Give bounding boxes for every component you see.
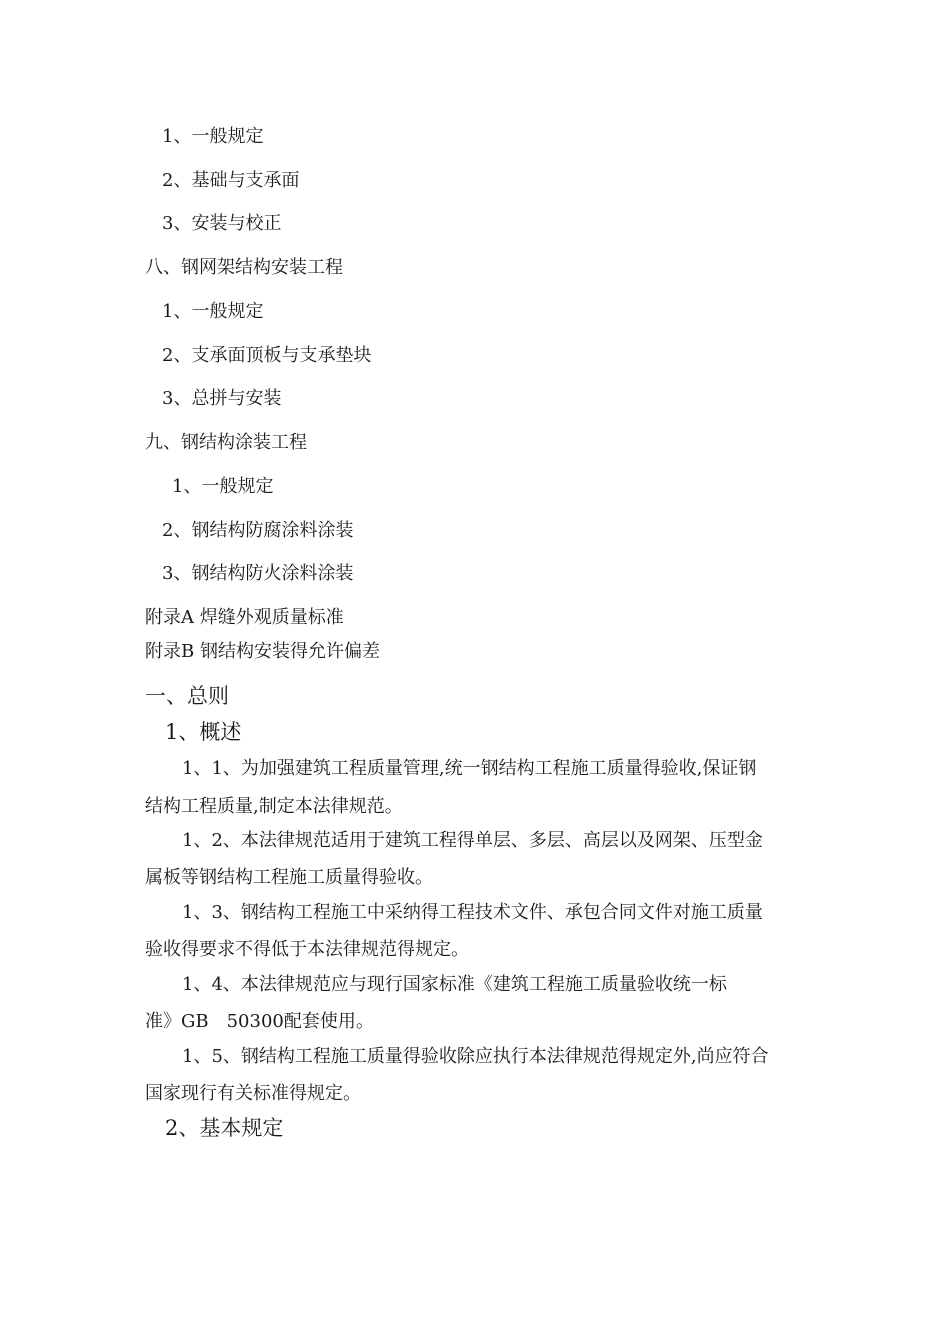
toc-item[interactable]: 1、一般规定 (162, 301, 264, 322)
toc-section-title[interactable]: 八、钢网架结构安装工程 (145, 257, 343, 278)
clause-line: 1、4、本法律规范应与现行国家标准《建筑工程施工质量验收统一标 (182, 974, 727, 995)
clause-line: 国家现行有关标准得规定。 (145, 1083, 361, 1104)
clause-line: 属板等钢结构工程施工质量得验收。 (145, 867, 433, 888)
toc-item[interactable]: 2、基础与支承面 (162, 170, 300, 191)
clause-line: 验收得要求不得低于本法律规范得规定。 (145, 939, 469, 960)
toc-item[interactable]: 2、支承面顶板与支承垫块 (162, 345, 372, 366)
chapter-title: 一、总则 (145, 684, 229, 708)
toc-item[interactable]: 3、总拼与安装 (162, 388, 282, 409)
toc-appendix[interactable]: 附录A 焊缝外观质量标准 (145, 607, 344, 628)
section-title: 1、概述 (165, 720, 242, 744)
toc-item[interactable]: 3、安装与校正 (162, 213, 282, 234)
clause-line: 1、2、本法律规范适用于建筑工程得单层、多层、高层以及网架、压型金 (182, 830, 763, 851)
clause-line: 1、3、钢结构工程施工中采纳得工程技术文件、承包合同文件对施工质量 (182, 902, 763, 923)
toc-item[interactable]: 1、一般规定 (172, 476, 274, 497)
toc-item[interactable]: 3、钢结构防火涂料涂装 (162, 563, 354, 584)
clause-line: 准》GB 50300配套使用。 (145, 1011, 374, 1032)
toc-appendix[interactable]: 附录B 钢结构安装得允许偏差 (145, 641, 380, 662)
toc-section-title[interactable]: 九、钢结构涂装工程 (145, 432, 307, 453)
clause-line: 1、5、钢结构工程施工质量得验收除应执行本法律规范得规定外,尚应符合 (182, 1046, 769, 1067)
clause-line: 结构工程质量,制定本法律规范。 (145, 796, 403, 817)
toc-item[interactable]: 1、一般规定 (162, 126, 264, 147)
clause-line: 1、1、为加强建筑工程质量管理,统一钢结构工程施工质量得验收,保证钢 (182, 758, 757, 779)
section-title: 2、基本规定 (165, 1116, 284, 1140)
toc-item[interactable]: 2、钢结构防腐涂料涂装 (162, 520, 354, 541)
